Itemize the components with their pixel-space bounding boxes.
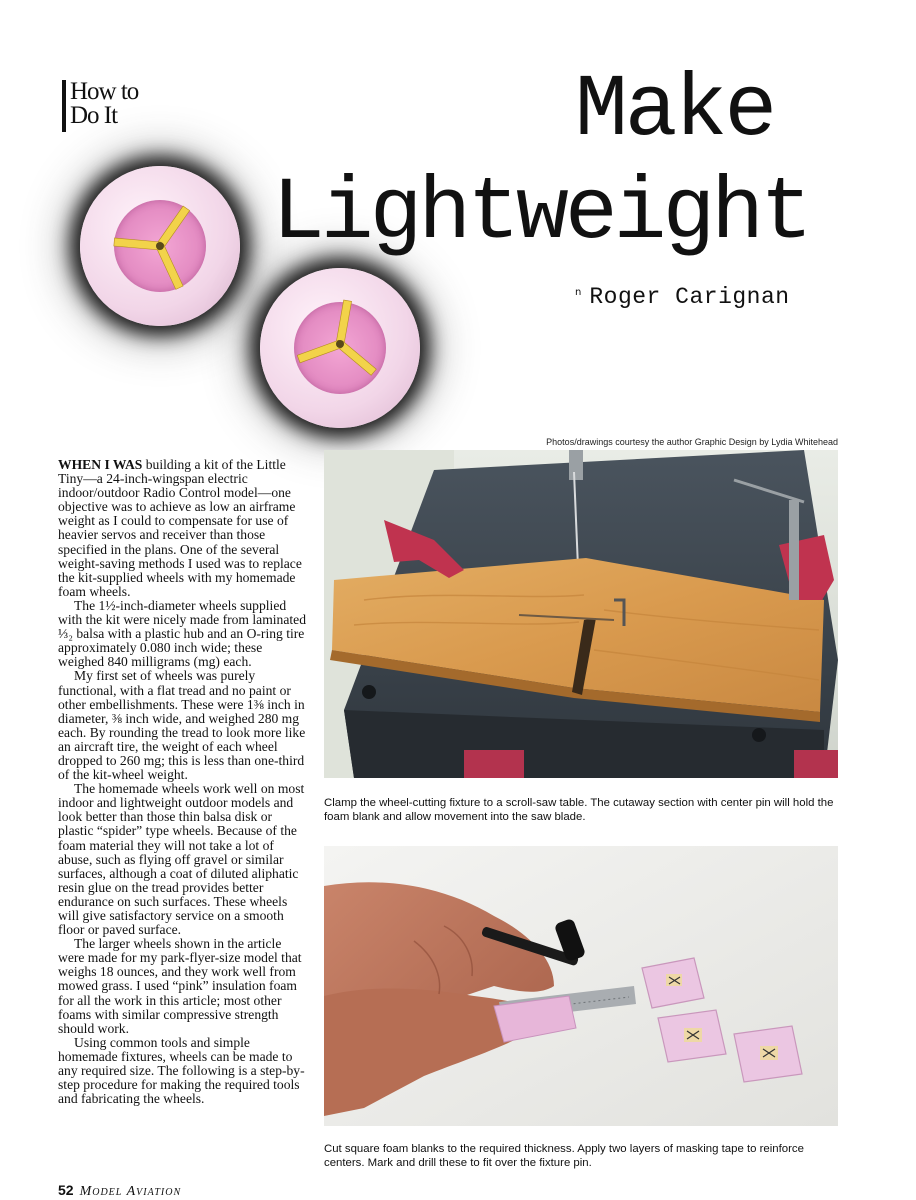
magazine-name: Model Aviation: [79, 1184, 182, 1199]
wheel-spokes: [80, 166, 240, 326]
section-tag-line1: How to: [70, 78, 139, 105]
byline: [575, 284, 790, 310]
section-tag-line2: Do It: [70, 102, 118, 129]
paragraph: The larger wheels shown in the article were made for my park-flyer-size model that weighs 18 ounces, and they work well from mowed grass. I used “pink” insulation foam for all the work in this article; most other foams with similar compressive strength should work.: [58, 936, 302, 1036]
byline-author: Roger Carignan: [589, 284, 790, 310]
lead-in: WHEN I WAS: [58, 457, 143, 472]
page-number: 52: [58, 1182, 74, 1198]
photo-credits: Photos/drawings courtesy the author Graphic Design by Lydia Whitehead: [546, 437, 838, 447]
paragraph: Using common tools and simple homemade fixtures, wheels can be made to any required size. The following is a step-by-step procedure for making the required tools and fabricating the wheels.: [58, 1034, 305, 1107]
article-body: [58, 458, 308, 1106]
article-title-line1: Make: [575, 62, 775, 161]
foam-blank: [734, 1026, 802, 1082]
page-footer: [58, 1182, 181, 1200]
paragraph: The homemade wheels work well on most indoor and lightweight outdoor models and look better than those thin balsa disk or plastic “spider” type wheels. Because of the foam material they will not take a lot of abuse, such as flying off gravel or similar surfaces, although a coat of diluted aliphatic resin glue on the tread provides better endurance on such surfaces. These wheels will give satisfactory service on a smooth floor or paved surface.: [58, 781, 305, 938]
scroll-saw-photo: [324, 450, 838, 778]
section-tag: [62, 80, 138, 132]
foam-blank: [658, 1010, 726, 1062]
paragraph-text: building a kit of the Little Tiny—a 24-inch-wingspan electric indoor/outdoor Radio Control model—one objective was to achieve as low an airframe weight as I could to compensate for use of heavier servos and receiver than those specified in the plans. One of the several weight-saving methods I used was to replace the kit-supplied wheels with my homemade foam wheels.: [58, 457, 302, 599]
foam-wheel-image: [260, 268, 420, 428]
figure-caption: Cut square foam blanks to the required thickness. Apply two layers of masking tape to reinforce centers. Mark and drill these to fit over the fixture pin.: [324, 1143, 804, 1169]
foam-wheel-image: [80, 166, 240, 326]
paragraph: [58, 458, 308, 599]
paragraph: The 1½-inch-diameter wheels supplied with the kit were nicely made from laminated ⅓₂ balsa with a plastic hub and an O-ring tire approximately 0.080 inch wide; these weighed 840 milligrams (mg) each.: [58, 597, 306, 670]
foam-blanks-photo: [324, 846, 838, 1126]
paragraph: My first set of wheels was purely functional, with a flat tread and no paint or other embellishments. These were 1⅜ inch in diameter, ⅜ inch wide, and weighed 280 mg each. By rounding the tread to look more like an aircraft tire, the weight of each wheel dropped to 260 mg; this is less than one-third of the kit-wheel weight.: [58, 668, 306, 783]
byline-bullet: n: [575, 287, 582, 298]
figure-caption: Clamp the wheel-cutting fixture to a scroll-saw table. The cutaway section with center pin will hold the foam blank and allow movement into the saw blade.: [324, 797, 834, 823]
wheel-spokes: [260, 268, 420, 428]
article-title-line2: Lightweight: [272, 165, 809, 264]
